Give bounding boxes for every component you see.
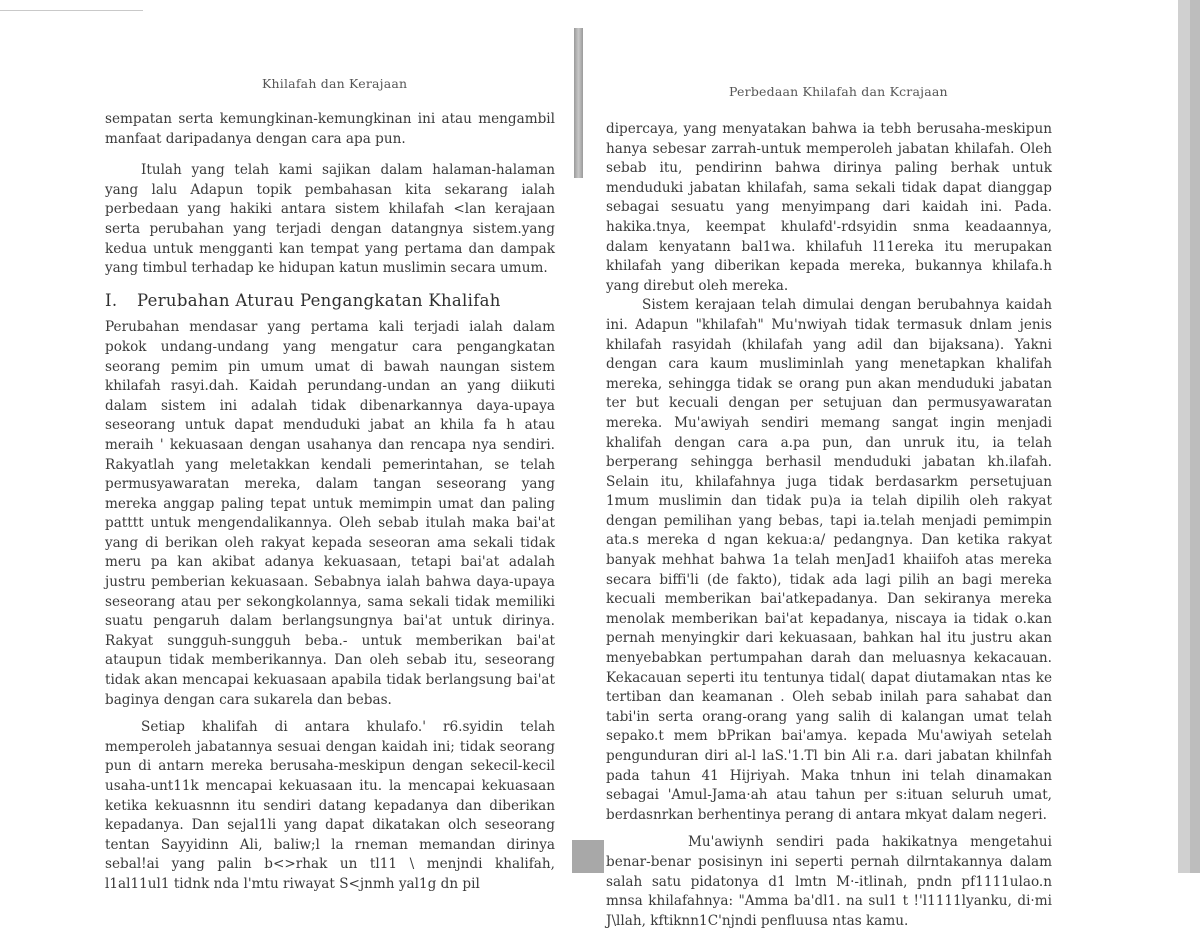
running-head-left: Khilafah dan Kerajaan <box>262 76 408 91</box>
section-heading <box>105 291 555 311</box>
right-paragraph-3: Mu'awiynh sendiri pada hakikatnya mengetahui benar-benar posisinyn ini seperti pernah dilrntakannya dalam salah satu pidatonya d1 lmtn M·-itlinah, pndn pf1111ulao.n mnsa khilafahnya: "Amma ba'dl1. na sul1 t !'l1111lyanku, di·mi J\llah, kftiknn1C'njndi penfluusa ntas kamu. <box>606 834 1052 929</box>
left-text-column <box>105 110 555 895</box>
scan-artifact-bottom <box>572 840 604 873</box>
running-head-right: Perbedaan Khilafah dan Kcrajaan <box>729 84 948 99</box>
left-paragraph-3: Perubahan mendasar yang pertama kali terjadi ialah dalam pokok undang-undang yang mengatur cara pengangkatan seorang pemim pin umum umat di bawah naungan sistem khilafah rasyi.dah. Kaidah perundang-undan an yang diikuti dalam sistem ini adalah tidak dibenarkannya daya-upaya seseorang untuk dapat menduduki jabat an khila fa h atau meraih ' kekuasaan dengan usahanya dan rencapa nya sendiri. Rakyatlah yang meletakkan kendali pemerintahan, se telah permusyawaratan mereka, dalam tangan seseorang yang mereka anggap paling tepat untuk memimpin umat dan paling patttt untuk mengendalikannya. Oleh sebab itulah maka bai'at yang di berikan oleh rakyat kepada seseoran ama sekali tidak meru pa kan akibat adanya kekuasaan, tetapi bai'at adalah justru pemberian kekuasaan. Sebabnya ialah bahwa daya-upaya seseorang atau per sekongkolannya, sama sekali tidak memiliki suatu pengaruh dalam berlangsungnya bai'at untuk dirinya. Rakyat sungguh-sungguh beba.- untuk memberikan bai'at ataupun tidak memberikannya. Dan oleh sebab itu, seseorang tidak akan mencapai kekuasaan apabila tidak berlangsung bai'at baginya dengan cara sukarela dan bebas. <box>105 319 555 708</box>
scan-artifact-right-edge-dark <box>1190 0 1200 873</box>
left-paragraph-4: Setiap khalifah di antara khulafo.' r6.syidin telah memperoleh jabatannya sesuai dengan kaidah ini; tidak seorang pun di antarn mereka berusaha-meskipun dengan sekecil-kecil usaha-unt11k mencapai kekuasaan itu. la mencapai kekuasaan ketika kekuasnnn itu sendiri datang kepadanya dan diberikan kepadanya. Dan sejal1li yang dapat dikatakan olch seseorang tentan Sayyidinn Ali, baliw;l la rneman memandan dirinya sebal!ai yang palin b<>rhak un tl11 \ menjndi khalifah, l1al11ul1 tidnk nda l'mtu riwayat S<jnmh yal1g dn pil <box>105 719 555 892</box>
left-paragraph-2: Itulah yang telah kami sajikan dalam halaman-halaman yang lalu Adapun topik pembahasan kita sekarang ialah perbedaan yang hakiki antara sistem khilafah <lan kerajaan serta perubahan yang terjadi dengan datangnya sistem.yang kedua untuk mengganti kan tempat yang pertama dan dampak yang timbul terhadap ke hidupan katun muslimin secara umum. <box>105 162 555 277</box>
right-paragraph-2: Sistem kerajaan telah dimulai dengan berubahnya kaidah ini. Adapun "khilafah" Mu'nwiyah tidak termasuk dnlam jenis khilafah rasyidah (khilafah yang adil dan bijaksana). Yakni dengan cara kaum musliminlah yang menetapkan khalifah mereka, sehingga tidak se orang pun akan menduduki jabatan ter but kecuali dengan per setujuan dan permusyawaratan mereka. Mu'awiyah sendiri memang sangat ingin menjadi khalifah dengan cara a.pa pun, dan unruk itu, ia telah berperang sehingga berhasil menduduki jabatan kh.ilafah. Selain itu, khilafahnya juga tidak berdasarkm persetujuan 1mum muslimin dan tidak pu)a ia telah dipilih oleh rakyat dengan pemilihan yang bebas, tapi ia.telah menjadi pemimpin ata.s mereka d ngan kekua:a/ pedangnya. Dan ketika rakyat banyak mehhat bahwa 1a telah menJad1 khaiifoh atas mereka secara biffi'li (de fakto), tidak ada lagi pilih an bagi mereka kecuali memberikan bai'atkepadanya. Dan sekiranya mereka menolak memberikan bai'at kepadanya, niscaya ia tidak o.kan pernah menyingkir dari kekuasaan, bahkan hal itu justru akan menyebabkan pertumpahan darah dan meluasnya kekacauan. Kekacauan seperti itu tentunya tidal( dapat diutamakan ntas ke tertiban dan keamanan . Oleh sebab inilah para sahabat dan tabi'in serta orang-orang yang salih di kalangan umat telah sepako.t mem bPrikan bai'amya. kepada Mu'awiyah setelah pengunduran diri al-l laS.'1.Tl bin Ali r.a. dari jabatan khilnfah pada tahun 41 Hijriyah. Maka tnhun ini telah dinamakan sebagai 'Amul-Jama·ah atau tahun per s:ituan seluruh umat, berdasnrkan berhentinya perang di antara mkyat dalam negeri. <box>606 297 1052 823</box>
right-paragraph-1: dipercaya, yang menyatakan bahwa ia tebh berusaha-meskipun hanya sebesar zarrah-untuk memperoleh jabatan khilafah. Oleh sebab itu, pendirinn bahwa dirinya paling berhak untuk menduduki jabatan khilafah, sama sekali tidak dapat dianggap sebagai sesuatu yang menyimpang dari kaidah ini. Pada. hakika.tnya, keempat khulafd'-rdsyidin snma keadaannya, dalam kenyatann bal1wa. khilafuh l11ereka itu merupakan khilafah yang diberikan kepada mereka, bukannya khilafa.h yang direbut oleh mereka. <box>606 121 1052 294</box>
left-paragraph-1: sempatan serta kemungkinan-kemungkinan ini atau mengambil manfaat daripadanya dengan cara apa pun. <box>105 111 555 147</box>
section-title: Perubahan Aturau Pengangkatan Khalifah <box>137 290 501 310</box>
right-text-column <box>606 120 1052 931</box>
left-page <box>0 0 580 892</box>
section-number: I. <box>105 290 118 310</box>
